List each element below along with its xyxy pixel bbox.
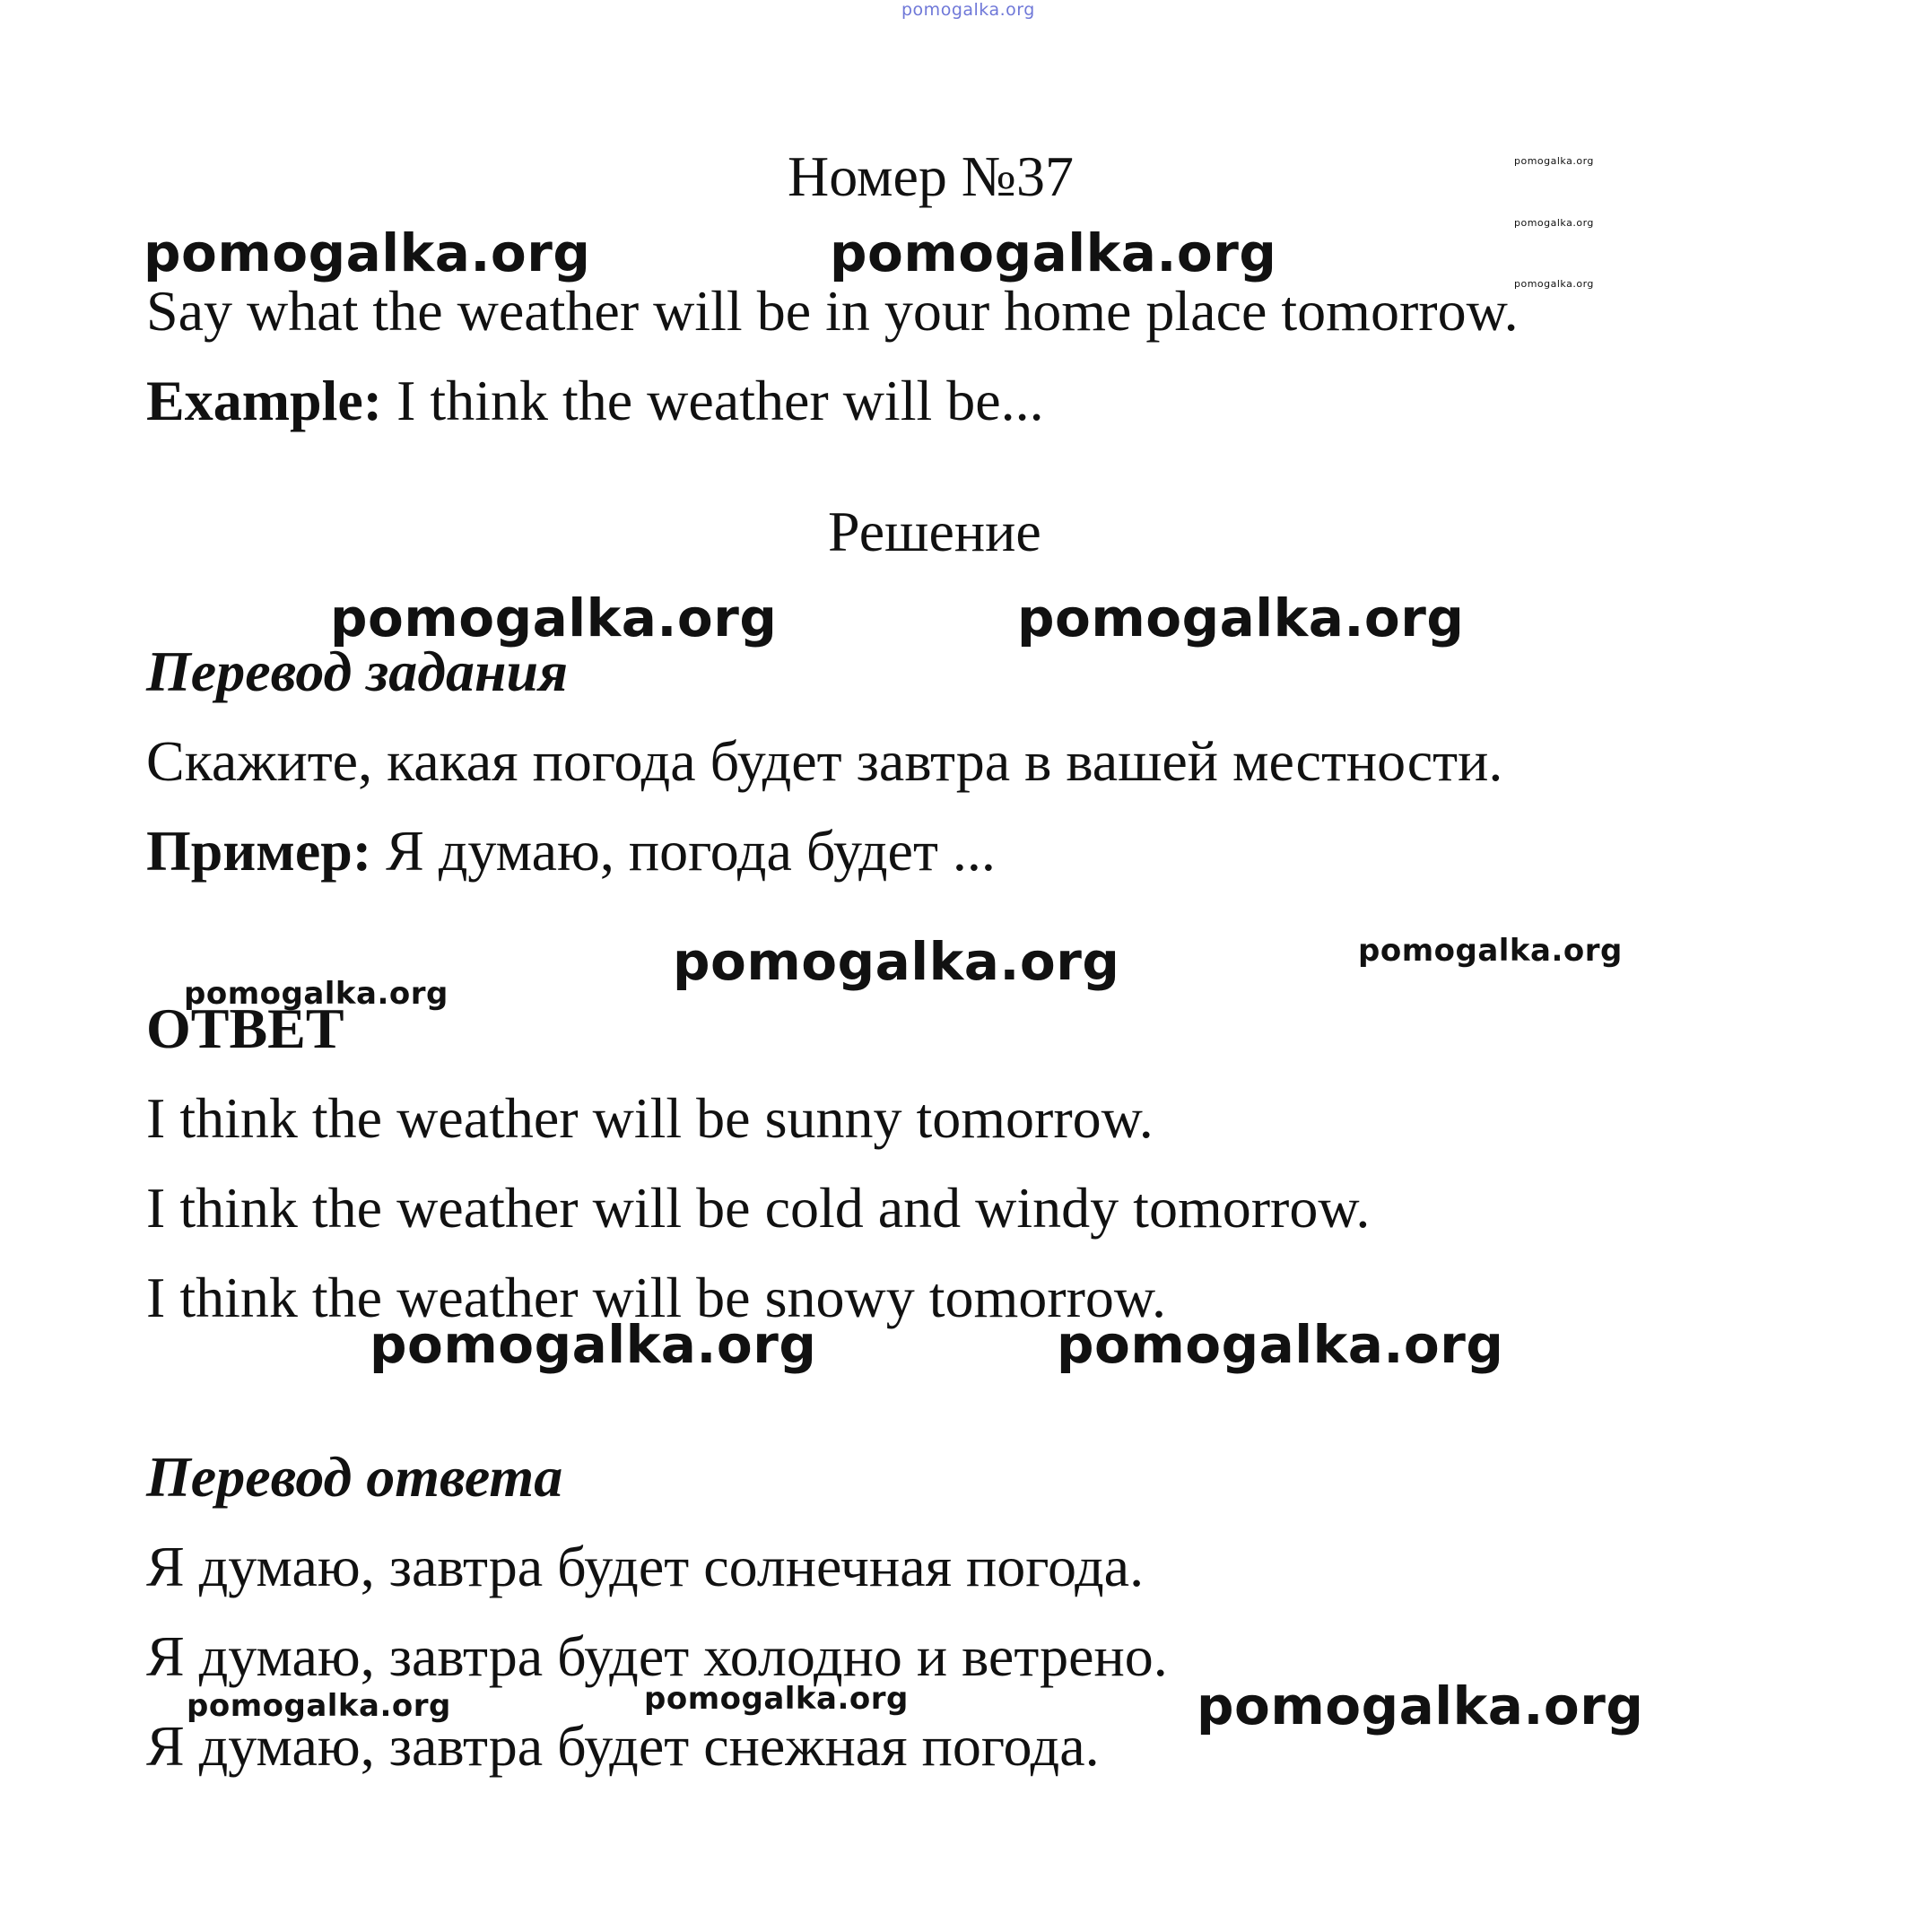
- watermark-medium: pomogalka.org: [184, 976, 448, 1012]
- watermark-large: pomogalka.org: [1197, 1675, 1644, 1736]
- answer-translation-line: Я думаю, завтра будет холодно и ветрено.: [146, 1624, 1168, 1688]
- watermark-large: pomogalka.org: [370, 1314, 817, 1375]
- task-translation-instruction: Скажите, какая погода будет завтра в вашей местности.: [146, 729, 1503, 793]
- answer-line: I think the weather will be snowy tomorrow.: [146, 1266, 1166, 1329]
- example-label: Example:: [146, 369, 383, 432]
- watermark-medium: pomogalka.org: [1358, 933, 1623, 969]
- translation-example-label: Пример:: [146, 819, 372, 883]
- watermark-medium: pomogalka.org: [187, 1688, 451, 1724]
- example-text: I think the weather will be...: [382, 369, 1044, 432]
- watermark-tiny-3: pomogalka.org: [1514, 278, 1594, 290]
- answer-translation-heading: Перевод ответа: [146, 1445, 563, 1509]
- solution-heading: Решение: [828, 500, 1041, 563]
- watermark-large: pomogalka.org: [673, 931, 1120, 992]
- watermark-medium: pomogalka.org: [644, 1681, 909, 1717]
- answer-line: I think the weather will be cold and windy tomorrow.: [146, 1176, 1371, 1240]
- watermark-large: pomogalka.org: [330, 587, 778, 648]
- answer-translation-line: Я думаю, завтра будет солнечная погода.: [146, 1535, 1145, 1598]
- top-watermark: pomogalka.org: [901, 0, 1035, 20]
- page-title: Номер №37: [788, 144, 1074, 208]
- answer-translation-line: Я думаю, завтра будет снежная погода.: [146, 1714, 1100, 1778]
- task-translation-heading: Перевод задания: [146, 640, 569, 703]
- watermark-large: pomogalka.org: [1057, 1314, 1504, 1375]
- watermark-tiny-2: pomogalka.org: [1514, 217, 1594, 229]
- watermark-large: pomogalka.org: [1017, 587, 1465, 648]
- answer-line: I think the weather will be sunny tomorrow.: [146, 1086, 1154, 1150]
- task-translation-example: [146, 818, 996, 884]
- watermark-tiny-1: pomogalka.org: [1514, 155, 1594, 167]
- watermark-large: pomogalka.org: [830, 222, 1277, 283]
- translation-example-text: Я думаю, погода будет ...: [371, 819, 996, 883]
- task-instruction: Say what the weather will be in your home place tomorrow.: [146, 279, 1519, 343]
- watermark-large: pomogalka.org: [144, 222, 591, 283]
- answer-heading: ОТВЕТ: [146, 996, 344, 1060]
- task-example: [146, 368, 1044, 434]
